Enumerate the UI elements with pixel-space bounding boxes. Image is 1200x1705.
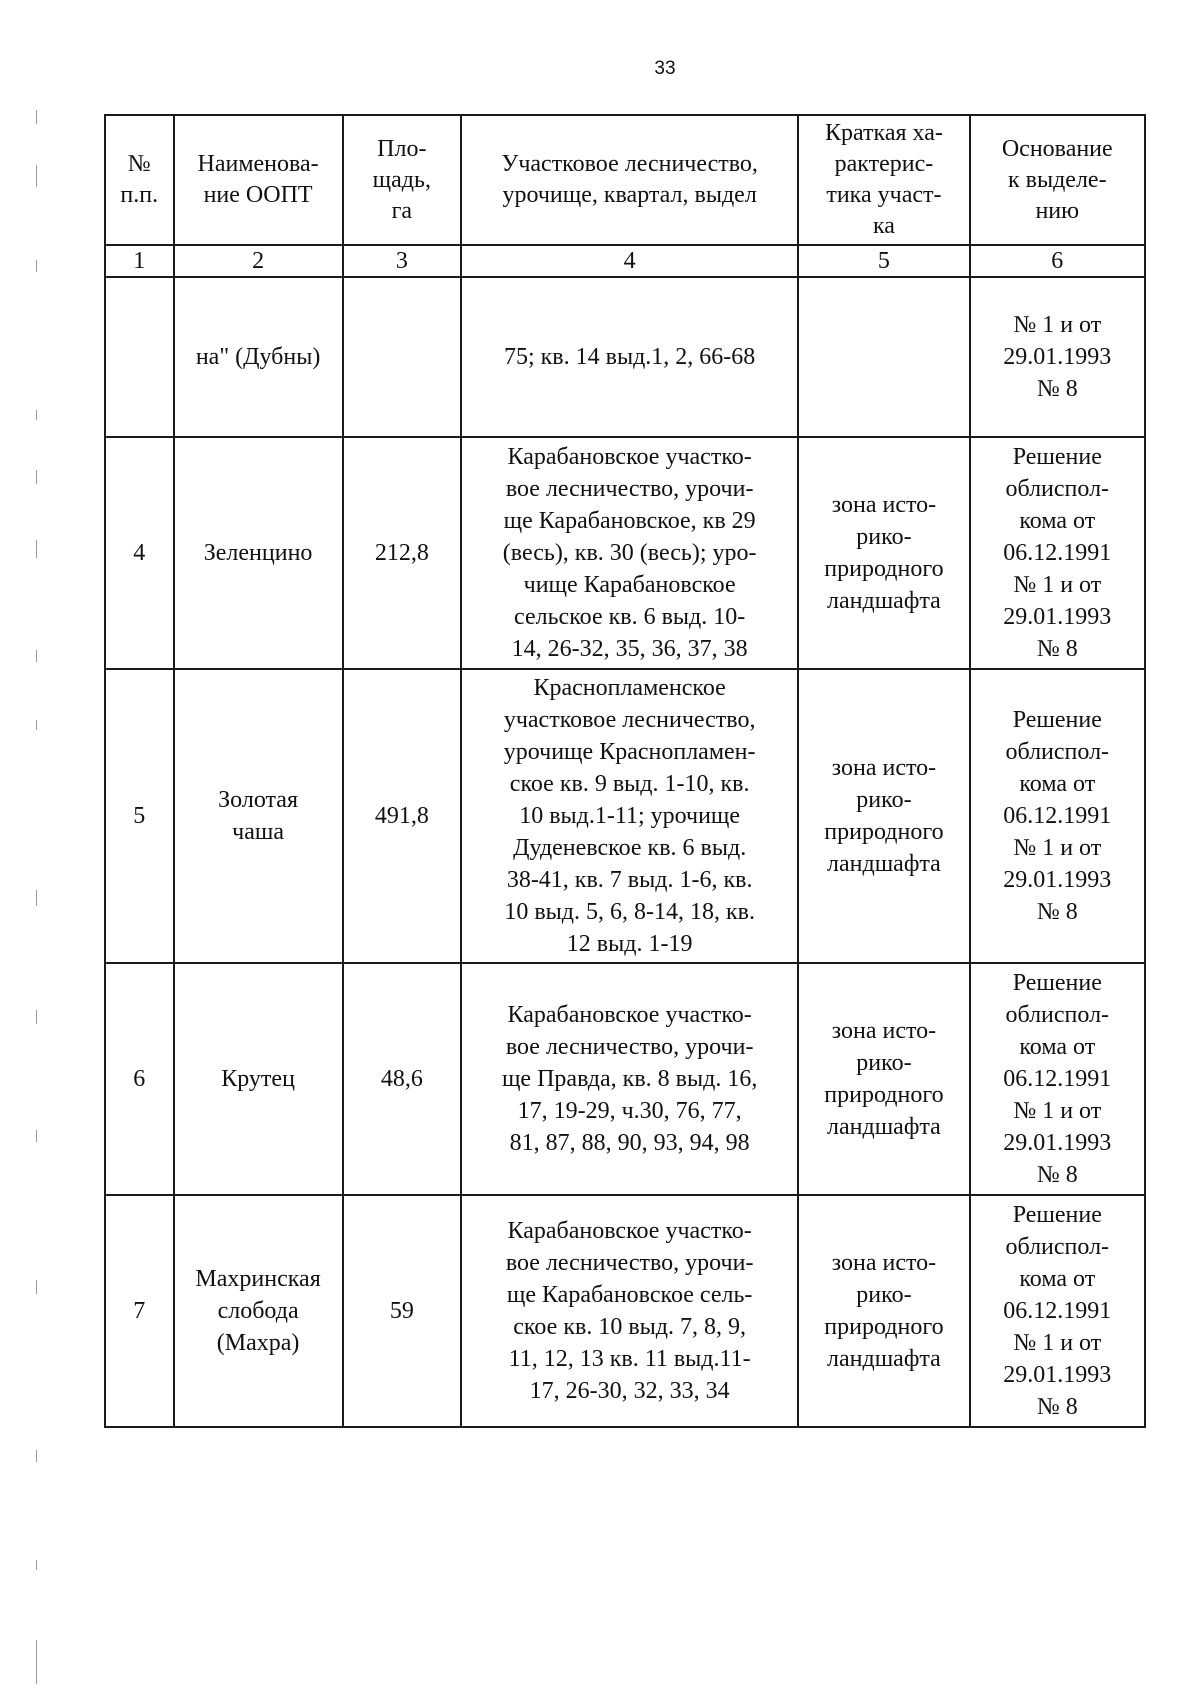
- page-number: 33: [654, 58, 676, 79]
- cell-number: [105, 277, 174, 437]
- table-row: [105, 1195, 1145, 1427]
- table-row: [105, 437, 1145, 669]
- cell-name: Золотая чаша: [174, 669, 343, 963]
- cell-area: 59: [343, 1195, 461, 1427]
- header-name: Наименова- ние ООПТ: [174, 115, 343, 245]
- cell-characteristic: зона исто- рико- природного ландшафта: [798, 1195, 969, 1427]
- cell-number: 7: [105, 1195, 174, 1427]
- cell-characteristic: зона исто- рико- природного ландшафта: [798, 437, 969, 669]
- column-number: 1: [105, 245, 174, 277]
- column-number: 6: [970, 245, 1145, 277]
- left-margin-scan-marks: [36, 0, 40, 1705]
- cell-number: 5: [105, 669, 174, 963]
- column-number: 4: [461, 245, 798, 277]
- table-row-continued: [105, 277, 1145, 437]
- column-number: 3: [343, 245, 461, 277]
- cell-characteristic: [798, 277, 969, 437]
- header-location: Участковое лесничество, урочище, квартал, выдел: [461, 115, 798, 245]
- header-number: № п.п.: [105, 115, 174, 245]
- cell-location: Карабановское участко- вое лесничество, урочи- ще Карабановское, кв 29 (весь), кв. 30 (весь); уро- чище Карабановское сельское кв. 6 выд. 10- 14, 26-32, 35, 36, 37, 38: [461, 437, 798, 669]
- cell-basis: Решение облиспол- кома от 06.12.1991 № 1 и от 29.01.1993 № 8: [970, 669, 1145, 963]
- cell-name: Махринская слобода (Махра): [174, 1195, 343, 1427]
- cell-location: Карабановское участко- вое лесничество, урочи- ще Правда, кв. 8 выд. 16, 17, 19-29, ч.30, 76, 77, 81, 87, 88, 90, 93, 94, 98: [461, 963, 798, 1195]
- column-number: 5: [798, 245, 969, 277]
- cell-location: 75; кв. 14 выд.1, 2, 66-68: [461, 277, 798, 437]
- column-number-row: [105, 245, 1145, 277]
- cell-area: 212,8: [343, 437, 461, 669]
- cell-name: Зеленцино: [174, 437, 343, 669]
- cell-name: Крутец: [174, 963, 343, 1195]
- cell-area: 491,8: [343, 669, 461, 963]
- header-characteristic: Краткая ха- рактерис- тика участ- ка: [798, 115, 969, 245]
- cell-location: Краснопламенское участковое лесничество, урочище Краснопламен- ское кв. 9 выд. 1-10, кв. 10 выд.1-11; урочище Дуденевское кв. 6 выд. 38-41, кв. 7 выд. 1-6, кв. 10 выд. 5, 6, 8-14, 18, кв. 12 выд. 1-19: [461, 669, 798, 963]
- cell-basis: Решение облиспол- кома от 06.12.1991 № 1 и от 29.01.1993 № 8: [970, 437, 1145, 669]
- cell-area: 48,6: [343, 963, 461, 1195]
- cell-basis: № 1 и от 29.01.1993 № 8: [970, 277, 1145, 437]
- cell-location: Карабановское участко- вое лесничество, урочи- ще Карабановское сель- ское кв. 10 выд. 7, 8, 9, 11, 12, 13 кв. 11 выд.11- 17, 26-30, 32, 33, 34: [461, 1195, 798, 1427]
- protected-areas-table: [104, 114, 1146, 1428]
- cell-basis: Решение облиспол- кома от 06.12.1991 № 1 и от 29.01.1993 № 8: [970, 963, 1145, 1195]
- cell-name: на" (Дубны): [174, 277, 343, 437]
- table-row: [105, 669, 1145, 963]
- table-row: [105, 963, 1145, 1195]
- cell-area: [343, 277, 461, 437]
- column-number: 2: [174, 245, 343, 277]
- table-header-row: [105, 115, 1145, 245]
- cell-number: 4: [105, 437, 174, 669]
- cell-characteristic: зона исто- рико- природного ландшафта: [798, 669, 969, 963]
- header-area: Пло- щадь, га: [343, 115, 461, 245]
- cell-basis: Решение облиспол- кома от 06.12.1991 № 1 и от 29.01.1993 № 8: [970, 1195, 1145, 1427]
- header-basis: Основание к выделе- нию: [970, 115, 1145, 245]
- cell-number: 6: [105, 963, 174, 1195]
- cell-characteristic: зона исто- рико- природного ландшафта: [798, 963, 969, 1195]
